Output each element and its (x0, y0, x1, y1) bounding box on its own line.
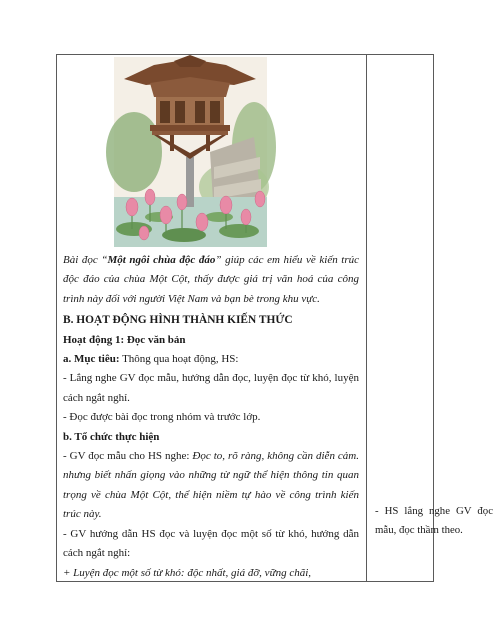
gv-read-lead: - GV đọc mẫu cho HS nghe: (63, 450, 193, 463)
gv-guide-paragraph: - GV hướng dẫn HS đọc và luyện đọc một số từ khó, hướng dẫn cách ngắt nghỉ: (63, 527, 359, 560)
activity-1-heading: Hoạt động 1: Đọc văn bản (63, 333, 186, 346)
objective-line (63, 350, 359, 369)
column-divider (366, 55, 367, 581)
objective-item-2: - Đọc được bài đọc trong nhóm và trước lớp. (63, 411, 261, 424)
hard-words-line: + Luyện đọc một số từ khó: độc nhất, giá đỡ, vững chãi, (63, 566, 312, 579)
section-b-heading: B. HOẠT ĐỘNG HÌNH THÀNH KIẾN THỨC (63, 314, 293, 327)
objective-label: a. Mục tiêu: (63, 353, 120, 366)
lesson-table (56, 54, 493, 582)
reading-title: Một ngôi chùa độc đáo (107, 254, 216, 266)
lesson-text (63, 251, 359, 583)
gv-read-instructions: Đọc to, rõ ràng, không cần diễn cảm. nhưng biết nhấn giọng vào những từ ngữ thể hiện thông tin quan trọng về chùa Một Cột, thể hiện niềm tự hào về công trình kiến trúc này. (63, 450, 359, 521)
intro-rest: ” giúp các em hiểu về kiến trúc độc đáo của chùa Một Cột, thấy được giá trị văn hoá của công trình này đối với người Việt Nam và bạn bè trong khu vực. (63, 254, 360, 305)
one-pillar-pagoda-illustration (114, 57, 267, 247)
objective-text: Thông qua hoạt động, HS: (119, 353, 239, 366)
intro-paragraph (63, 251, 359, 309)
objective-item-1: - Lắng nghe GV đọc mẫu, hướng dẫn đọc, luyện đọc từ khó, luyện cách ngắt nghỉ. (63, 372, 359, 404)
intro-lead: Bài đọc “ (63, 254, 108, 266)
student-response: - HS lắng nghe GV đọc mẫu, đọc thầm theo. (375, 504, 493, 537)
gv-read-paragraph (63, 447, 359, 525)
organize-label: b. Tổ chức thực hiện (63, 430, 160, 443)
